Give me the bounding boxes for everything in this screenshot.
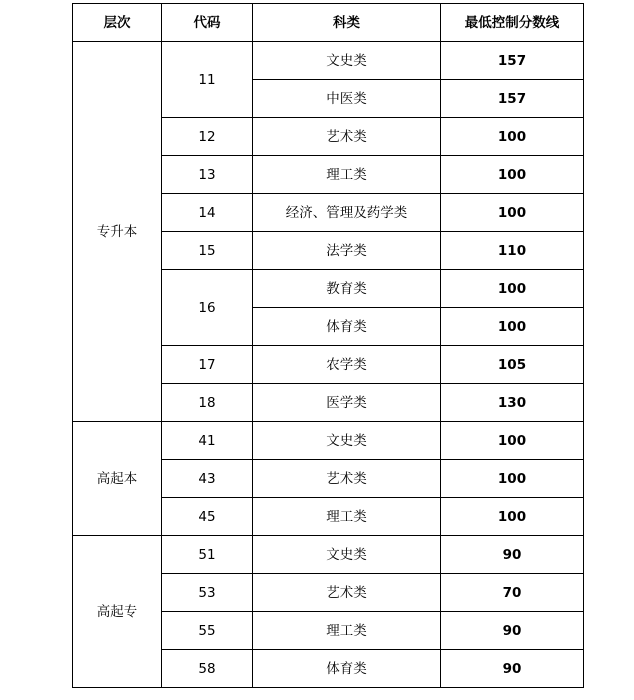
- code-cell: 16: [162, 270, 253, 346]
- header-code: 代码: [162, 4, 253, 42]
- score-cell: 100: [441, 460, 584, 498]
- code-cell: 15: [162, 232, 253, 270]
- level-cell: 高起专: [73, 536, 162, 688]
- subject-cell: 农学类: [253, 346, 441, 384]
- score-cell: 100: [441, 498, 584, 536]
- subject-cell: 体育类: [253, 650, 441, 688]
- code-cell: 55: [162, 612, 253, 650]
- code-cell: 14: [162, 194, 253, 232]
- score-cell: 100: [441, 118, 584, 156]
- subject-cell: 艺术类: [253, 574, 441, 612]
- table-header: [73, 4, 584, 42]
- header-score: 最低控制分数线: [441, 4, 584, 42]
- subject-cell: 艺术类: [253, 118, 441, 156]
- subject-cell: 理工类: [253, 498, 441, 536]
- score-cell: 100: [441, 194, 584, 232]
- subject-cell: 医学类: [253, 384, 441, 422]
- score-cell: 105: [441, 346, 584, 384]
- subject-cell: 体育类: [253, 308, 441, 346]
- table-row: [73, 536, 584, 574]
- subject-cell: 理工类: [253, 612, 441, 650]
- header-level: 层次: [73, 4, 162, 42]
- score-cell: 100: [441, 422, 584, 460]
- score-cell: 100: [441, 308, 584, 346]
- code-cell: 11: [162, 42, 253, 118]
- score-cell: 90: [441, 612, 584, 650]
- level-cell: 高起本: [73, 422, 162, 536]
- subject-cell: 理工类: [253, 156, 441, 194]
- score-cell: 90: [441, 650, 584, 688]
- subject-cell: 文史类: [253, 422, 441, 460]
- level-cell: 专升本: [73, 42, 162, 422]
- subject-cell: 经济、管理及药学类: [253, 194, 441, 232]
- subject-cell: 教育类: [253, 270, 441, 308]
- score-table: [72, 3, 584, 688]
- subject-cell: 文史类: [253, 536, 441, 574]
- score-cell: 157: [441, 80, 584, 118]
- score-cell: 110: [441, 232, 584, 270]
- code-cell: 58: [162, 650, 253, 688]
- code-cell: 43: [162, 460, 253, 498]
- score-cell: 70: [441, 574, 584, 612]
- code-cell: 45: [162, 498, 253, 536]
- score-cell: 90: [441, 536, 584, 574]
- subject-cell: 文史类: [253, 42, 441, 80]
- table-body: [73, 42, 584, 688]
- score-cell: 157: [441, 42, 584, 80]
- subject-cell: 法学类: [253, 232, 441, 270]
- code-cell: 53: [162, 574, 253, 612]
- code-cell: 18: [162, 384, 253, 422]
- code-cell: 17: [162, 346, 253, 384]
- score-cell: 100: [441, 270, 584, 308]
- code-cell: 13: [162, 156, 253, 194]
- code-cell: 51: [162, 536, 253, 574]
- header-row: [73, 4, 584, 42]
- code-cell: 41: [162, 422, 253, 460]
- table-row: [73, 42, 584, 80]
- subject-cell: 中医类: [253, 80, 441, 118]
- subject-cell: 艺术类: [253, 460, 441, 498]
- score-cell: 100: [441, 156, 584, 194]
- code-cell: 12: [162, 118, 253, 156]
- table-row: [73, 422, 584, 460]
- header-subject: 科类: [253, 4, 441, 42]
- score-cell: 130: [441, 384, 584, 422]
